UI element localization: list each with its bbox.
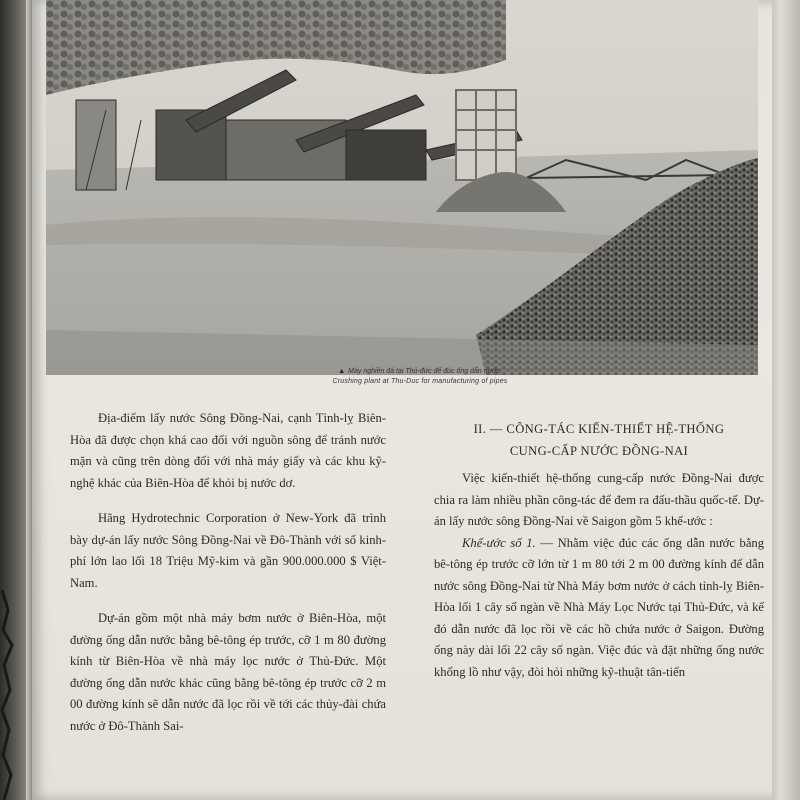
contract-1-lead: Khế-ước số 1. [462, 535, 536, 550]
caption-vietnamese: Máy nghiền đá tại Thủ-đức để đúc ống dẫn nước. [348, 368, 502, 375]
right-paragraph-2 [434, 533, 764, 684]
left-paragraph-1: Địa-điểm lấy nước Sông Đồng-Nai, cạnh Tỉnh-lỵ Biên-Hòa đã được chọn khá cao đối với nguồn sông để tránh nước mặn và cũng trên dòng đối với nhà máy giấy và các khu kỹ-nghệ khác của Biên-Hòa để khỏi bị nước dơ. [70, 411, 386, 490]
caption-english: Crushing plant at Thu-Duc for manufacturing of pipes [332, 378, 508, 385]
right-column [434, 418, 764, 683]
left-column [70, 408, 386, 737]
left-paragraph-2: Hãng Hydrotechnic Corporation ở New-York đã trình bày dự-án lấy nước Sông Đồng-Nai về Đô-Thành với số kinh-phí lớn lao lối 18 Triệu Mỹ-kim và gần 900.000.000 $ Việt-Nam. [70, 511, 386, 590]
section-heading-line-1: II. — CÔNG-TÁC KIẾN-THIẾT HỆ-THỐNG [473, 422, 725, 436]
torn-page-edge [0, 590, 30, 800]
section-heading [434, 418, 764, 462]
left-paragraph-3: Dự-án gồm một nhà máy bơm nước ở Biên-Hòa, một đường ống dẫn nước bằng bê-tông ép trước, cỡ 1 m 80 đường kính từ Biên-Hòa về nhà máy lọc nước ở Thủ-Đức. Một đường ống dẫn nước khác cũng bằng bê-tông ép trước cỡ 2 m 00 đường kính sẽ dẫn nước đã lọc rồi về tới các thủy-đài chứa nước ở Đô-Thành Sai- [70, 611, 386, 733]
caption-marker-icon: ▲ [338, 368, 346, 375]
section-heading-line-2: CUNG-CẤP NƯỚC ĐỒNG-NAI [509, 444, 689, 458]
right-paragraph-1: Việc kiến-thiết hệ-thống cung-cấp nước Đồng-Nai được chia ra làm nhiều phần công-tác để đem ra đấu-thầu quốc-tế. Dự-án lấy nước sông Đồng-Nai về Saigon gồm 5 khế-ước : [434, 471, 764, 528]
page-edge-right [772, 0, 800, 800]
crushing-plant-photo [46, 0, 758, 375]
photo-caption [270, 367, 570, 387]
contract-1-body: — Nhằm việc đúc các ống dẫn nước bằng bê-tông ép trước cỡ lớn từ 1 m 80 tới 2 m 00 đường kính để dẫn nước sông Đồng-Nai từ Nhà Máy bơm nước ở cách tỉnh-lỵ Biên-Hòa lối 1 cây số ngàn về Nhà Máy Lọc Nước tại Thủ-Đức, và kế đó dẫn nước đã lọc rồi về các hồ chứa nước ở Saigon. Đường ống này dài lối 22 cây số ngàn. Việc đúc và đặt những ống nước khổng lồ như vậy, đòi hỏi những kỹ-thuật tân-tiến [434, 535, 765, 679]
